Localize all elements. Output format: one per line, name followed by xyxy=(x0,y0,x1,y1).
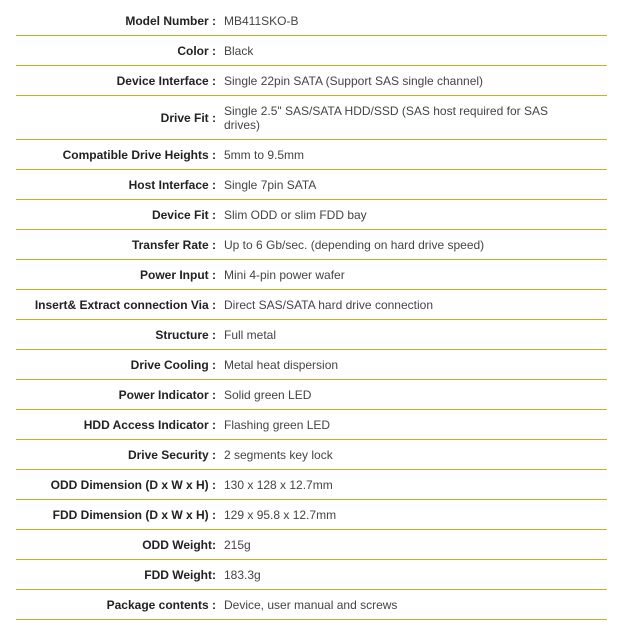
spec-label: Power Input : xyxy=(140,267,216,282)
spec-label: FDD Weight: xyxy=(144,567,216,582)
spec-row-device-interface xyxy=(16,66,607,96)
spec-row-odd-weight xyxy=(16,530,607,560)
spec-value: Black xyxy=(224,43,254,58)
spec-row-drive-cooling xyxy=(16,350,607,380)
spec-row-insert-extract-connection xyxy=(16,290,607,320)
spec-label: Structure : xyxy=(155,327,216,342)
spec-label: Drive Security : xyxy=(127,447,216,462)
spec-label: Power Indicator : xyxy=(118,387,216,402)
spec-value: 5mm to 9.5mm xyxy=(224,147,305,162)
spec-row-drive-security xyxy=(16,440,607,470)
spec-row-odd-dimension xyxy=(16,470,607,500)
spec-value: Device, user manual and screws xyxy=(224,597,398,612)
spec-row-structure xyxy=(16,320,607,350)
spec-value: Up to 6 Gb/sec. (depending on hard drive speed) xyxy=(224,237,485,252)
spec-row-model-number xyxy=(16,6,607,36)
spec-label: Package contents : xyxy=(106,597,216,612)
spec-value: 215g xyxy=(224,537,251,552)
spec-value: 130 x 128 x 12.7mm xyxy=(224,477,333,492)
spec-label: Drive Fit : xyxy=(160,110,216,125)
spec-table xyxy=(16,6,607,620)
spec-label: Drive Cooling : xyxy=(130,357,216,372)
spec-row-fdd-weight xyxy=(16,560,607,590)
spec-label: Insert& Extract connection Via : xyxy=(34,297,216,312)
spec-value: Solid green LED xyxy=(224,387,312,402)
spec-value: Single 7pin SATA xyxy=(224,177,317,192)
spec-label: Model Number : xyxy=(125,13,216,28)
spec-label: FDD Dimension (D x W x H) : xyxy=(52,507,216,522)
spec-label: Device Interface : xyxy=(116,73,216,88)
spec-row-transfer-rate xyxy=(16,230,607,260)
spec-value: 183.3g xyxy=(224,567,261,582)
spec-value: 2 segments key lock xyxy=(224,447,333,462)
spec-row-power-input xyxy=(16,260,607,290)
spec-label: ODD Dimension (D x W x H) : xyxy=(50,477,216,492)
spec-row-host-interface xyxy=(16,170,607,200)
spec-label: HDD Access Indicator : xyxy=(83,417,216,432)
spec-label: Color : xyxy=(177,43,216,58)
spec-row-power-indicator xyxy=(16,380,607,410)
spec-value: Mini 4-pin power wafer xyxy=(224,267,345,282)
spec-value: Single 2.5" SAS/SATA HDD/SSD (SAS host required for SAS drives) xyxy=(224,103,548,132)
spec-label: Host Interface : xyxy=(128,177,216,192)
spec-label: Device Fit : xyxy=(151,207,216,222)
spec-value: Single 22pin SATA (Support SAS single channel) xyxy=(224,73,484,88)
spec-value: 129 x 95.8 x 12.7mm xyxy=(224,507,337,522)
spec-value: Metal heat dispersion xyxy=(224,357,339,372)
spec-label: Transfer Rate : xyxy=(131,237,216,252)
spec-row-device-fit xyxy=(16,200,607,230)
spec-value: MB411SKO-B xyxy=(224,13,299,28)
spec-row-compatible-drive-heights xyxy=(16,140,607,170)
spec-value: Slim ODD or slim FDD bay xyxy=(224,207,367,222)
spec-value: Full metal xyxy=(224,327,277,342)
spec-label: ODD Weight: xyxy=(142,537,216,552)
spec-row-hdd-access-indicator xyxy=(16,410,607,440)
spec-row-package-contents xyxy=(16,590,607,620)
spec-label: Compatible Drive Heights : xyxy=(62,147,216,162)
spec-value: Direct SAS/SATA hard drive connection xyxy=(224,297,433,312)
spec-row-drive-fit xyxy=(16,96,607,140)
spec-value: Flashing green LED xyxy=(224,417,331,432)
spec-row-color xyxy=(16,36,607,66)
spec-row-fdd-dimension xyxy=(16,500,607,530)
